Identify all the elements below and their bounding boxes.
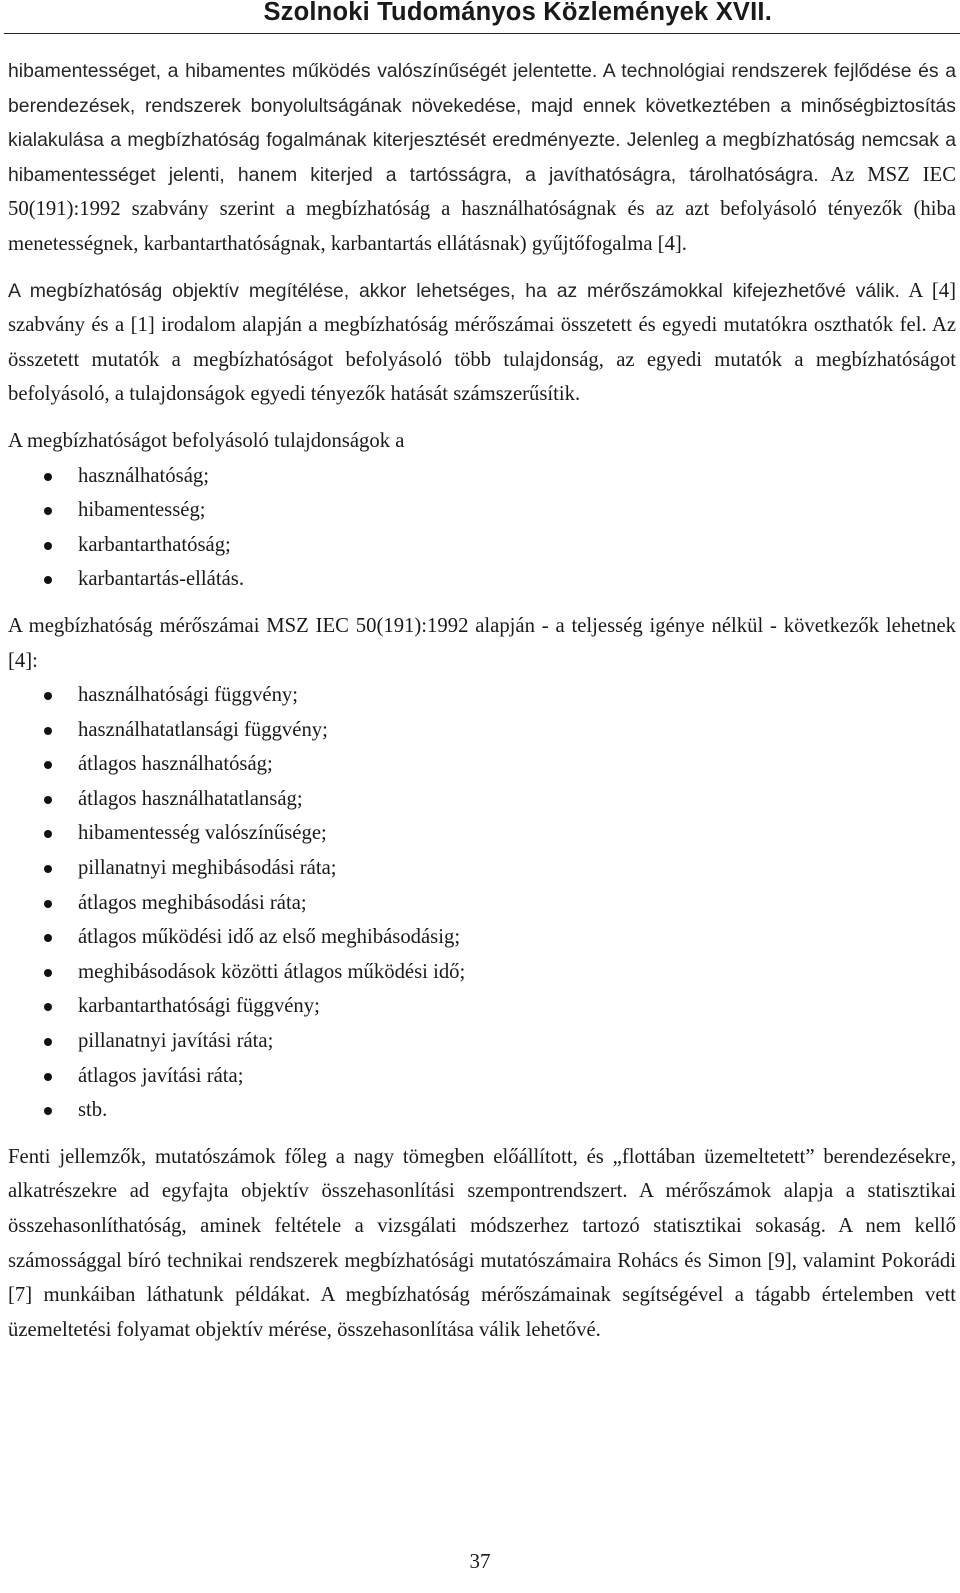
bullet-icon xyxy=(44,934,52,942)
list-item xyxy=(8,562,956,597)
paragraph-reliability-metrics xyxy=(8,274,956,412)
header-divider xyxy=(4,33,960,34)
list-item xyxy=(8,747,956,782)
bullet-icon xyxy=(44,830,52,838)
list-item xyxy=(8,493,956,528)
list-item-text: átlagos meghibásodási ráta; xyxy=(78,891,307,914)
list-item xyxy=(8,713,956,748)
list-item xyxy=(8,1093,956,1128)
paragraph-conclusion: Fenti jellemzők, mutatószámok főleg a nagy tömegben előállított, és „flottában üzemeltetett” berendezésekre, alkatrészekre ad egyfajta objektív összehasonlítási szempontrendszert. A mérőszámok alapja a statisztikai összehasonlíthatóság, aminek feltétele a vizsgálati módszerhez tartozó statisztikai sokaság. A nem kellő számossággal bíró technikai rendszerek megbízhatósági mutatószámaira Rohács és Simon [9], valamint Pokorádi [7] munkáiban láthatunk példákat. A megbízhatóság mérőszámainak segítségével a tágabb értelemben vett üzemeltetési folyamat objektív mérése, összehasonlítása válik lehetővé. xyxy=(8,1145,956,1341)
paragraph-properties-intro: A megbízhatóságot befolyásoló tulajdonságok a xyxy=(8,429,405,452)
list-item-text: hibamentesség valószínűsége; xyxy=(78,822,327,845)
list-item xyxy=(8,459,956,494)
list-item-text: átlagos javítási ráta; xyxy=(78,1064,244,1087)
list-item xyxy=(8,886,956,921)
bullet-icon xyxy=(44,1073,52,1081)
list-item xyxy=(8,851,956,886)
journal-title: Szolnoki Tudományos Közlemények XVII. xyxy=(263,0,772,26)
bullet-icon xyxy=(44,507,52,515)
bullet-icon xyxy=(44,865,52,873)
list-item xyxy=(8,989,956,1024)
list-item-text: pillanatnyi meghibásodási ráta; xyxy=(78,857,337,880)
paragraph-reliability-definition xyxy=(8,54,956,262)
bullet-icon xyxy=(44,1003,52,1011)
list-item xyxy=(8,782,956,817)
bullet-icon xyxy=(44,1038,52,1046)
list-item-text: karbantartás-ellátás. xyxy=(78,568,244,591)
list-item xyxy=(8,816,956,851)
list-item-text: használhatóság; xyxy=(78,464,209,487)
bullet-icon xyxy=(44,692,52,700)
list-item xyxy=(8,1059,956,1094)
list-item-text: stb. xyxy=(78,1099,108,1122)
properties-list xyxy=(8,459,956,597)
list-item-text: hibamentesség; xyxy=(78,499,206,522)
list-item-text: átlagos működési idő az első meghibásodásig; xyxy=(78,926,461,949)
list-item-text: átlagos használhatóság; xyxy=(78,753,273,776)
list-item xyxy=(8,678,956,713)
list-item-text: karbantarthatóság; xyxy=(78,533,231,556)
list-item xyxy=(8,955,956,990)
metrics-list xyxy=(8,678,956,1128)
paragraph-segment-serif: A [4] szabvány és a [1] irodalom alapján a megbízhatóság mérőszámai összetett és egyedi mutatókra oszthatók fel. Az összetett mutatók a megbízhatóságot befolyásoló több tulajdonság, az egyedi mutatók a megbízhatóságot befolyásoló, a tulajdonságok egyedi tényezők hatását számszerűsítik. xyxy=(8,279,956,406)
paragraph-segment-sans: hibamentességet, a hibamentes működés valószínűségét jelentette. A technológiai rendszerek fejlődése és a berendezések, rendszerek bonyolultságának növekedése, majd ennek következtében a minőségbiztosítás kialakulása a megbízhatóság fogalmának kiterjesztését eredményezte. Jelenleg a megbízhatóság nemcsak a hibamentességet jelenti, hanem kiterjed a tartósságra, a javíthatóságra, tárolhatóságra. xyxy=(8,60,956,186)
list-item xyxy=(8,1024,956,1059)
list-item xyxy=(8,528,956,563)
list-item-text: használhatósági függvény; xyxy=(78,684,299,707)
running-header xyxy=(0,0,960,40)
page-number: 37 xyxy=(469,1549,491,1573)
bullet-icon xyxy=(44,542,52,550)
bullet-icon xyxy=(44,969,52,977)
bullet-icon xyxy=(44,576,52,584)
list-item xyxy=(8,920,956,955)
list-item-text: átlagos használhatatlanság; xyxy=(78,787,303,810)
list-item-text: meghibásodások közötti átlagos működési idő; xyxy=(78,960,466,983)
bullet-icon xyxy=(44,1107,52,1115)
page-body xyxy=(8,54,956,1347)
bullet-icon xyxy=(44,900,52,908)
paragraph-segment-sans: A megbízhatóság objektív megítélése, akkor lehetséges, ha az mérőszámokkal kifejezhetővé válik. xyxy=(8,279,900,302)
list-item-text: karbantarthatósági függvény; xyxy=(78,995,320,1018)
bullet-icon xyxy=(44,761,52,769)
list-item-text: pillanatnyi javítási ráta; xyxy=(78,1030,274,1053)
bullet-icon xyxy=(44,727,52,735)
paragraph-metrics-intro: A megbízhatóság mérőszámai MSZ IEC 50(191):1992 alapján - a teljesség igénye nélkül - következők lehetnek [4]: xyxy=(8,614,956,672)
paragraph-segment-serif: Az MSZ IEC 50(191):1992 szabvány szerint a megbízhatóság a használhatóságnak és az azt befolyásoló tényezők (hiba menetességnek, karbantarthatóságnak, karbantartás ellátásnak) gyűjtőfogalma [4]. xyxy=(8,163,956,255)
list-item-text: használhatatlansági függvény; xyxy=(78,718,328,741)
bullet-icon xyxy=(44,796,52,804)
bullet-icon xyxy=(44,473,52,481)
